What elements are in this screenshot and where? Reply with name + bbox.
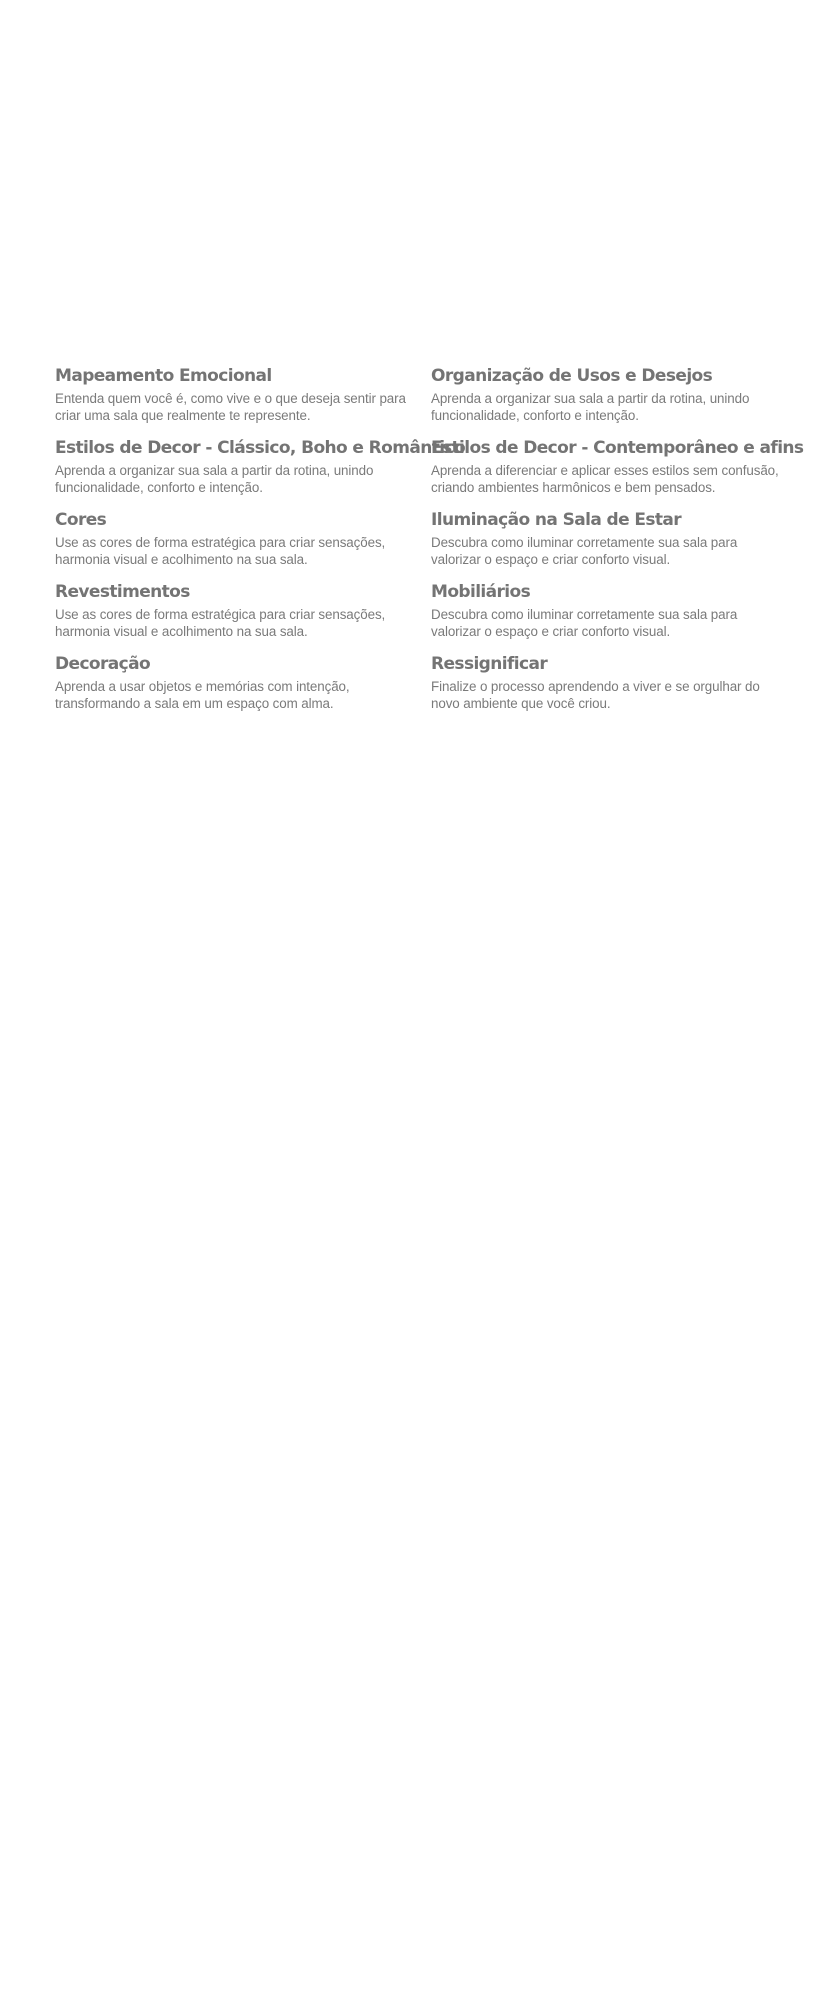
module-description: Use as cores de forma estratégica para criar sensações, harmonia visual e acolhimento na sua sala.: [55, 535, 386, 567]
module-decoracao: [55, 651, 409, 712]
module-title: Cores: [55, 510, 107, 530]
module-cores: [55, 507, 409, 568]
module-description: Aprenda a organizar sua sala a partir da rotina, unindo funcionalidade, conforto e intenção.: [55, 463, 374, 495]
module-description: Aprenda a diferenciar e aplicar esses estilos sem confusão, criando ambientes harmônicos e bem pensados.: [431, 463, 779, 495]
module-description: Aprenda a usar objetos e memórias com intenção, transformando a sala em um espaço com alma.: [55, 679, 350, 711]
module-title: Estilos de Decor - Clássico, Boho e Romântico: [55, 438, 466, 458]
module-estilos-classico-boho-romantico: [55, 435, 466, 496]
module-organizacao-usos-desejos: [431, 363, 785, 424]
course-modules-grid: [55, 363, 804, 712]
module-title: Mobiliários: [431, 582, 531, 602]
module-iluminacao: [431, 507, 785, 568]
module-estilos-contemporaneo: [431, 435, 804, 496]
module-description: Descubra como iluminar corretamente sua sala para valorizar o espaço e criar conforto visual.: [431, 535, 738, 567]
module-mapeamento-emocional: [55, 363, 409, 424]
module-description: Descubra como iluminar corretamente sua sala para valorizar o espaço e criar conforto visual.: [431, 607, 738, 639]
module-ressignificar: [431, 651, 785, 712]
module-description: Finalize o processo aprendendo a viver e se orgulhar do novo ambiente que você criou.: [431, 679, 760, 711]
module-title: Revestimentos: [55, 582, 190, 602]
module-title: Estilos de Decor - Contemporâneo e afins: [431, 438, 804, 458]
module-title: Mapeamento Emocional: [55, 366, 272, 386]
module-title: Organização de Usos e Desejos: [431, 366, 713, 386]
module-description: Aprenda a organizar sua sala a partir da rotina, unindo funcionalidade, conforto e intenção.: [431, 391, 750, 423]
module-mobiliarios: [431, 579, 785, 640]
module-revestimentos: [55, 579, 409, 640]
module-description: Entenda quem você é, como vive e o que deseja sentir para criar uma sala que realmente te represente.: [55, 391, 406, 423]
module-title: Decoração: [55, 654, 151, 674]
module-title: Ressignificar: [431, 654, 548, 674]
module-title: Iluminação na Sala de Estar: [431, 510, 682, 530]
module-description: Use as cores de forma estratégica para criar sensações, harmonia visual e acolhimento na sua sala.: [55, 607, 386, 639]
